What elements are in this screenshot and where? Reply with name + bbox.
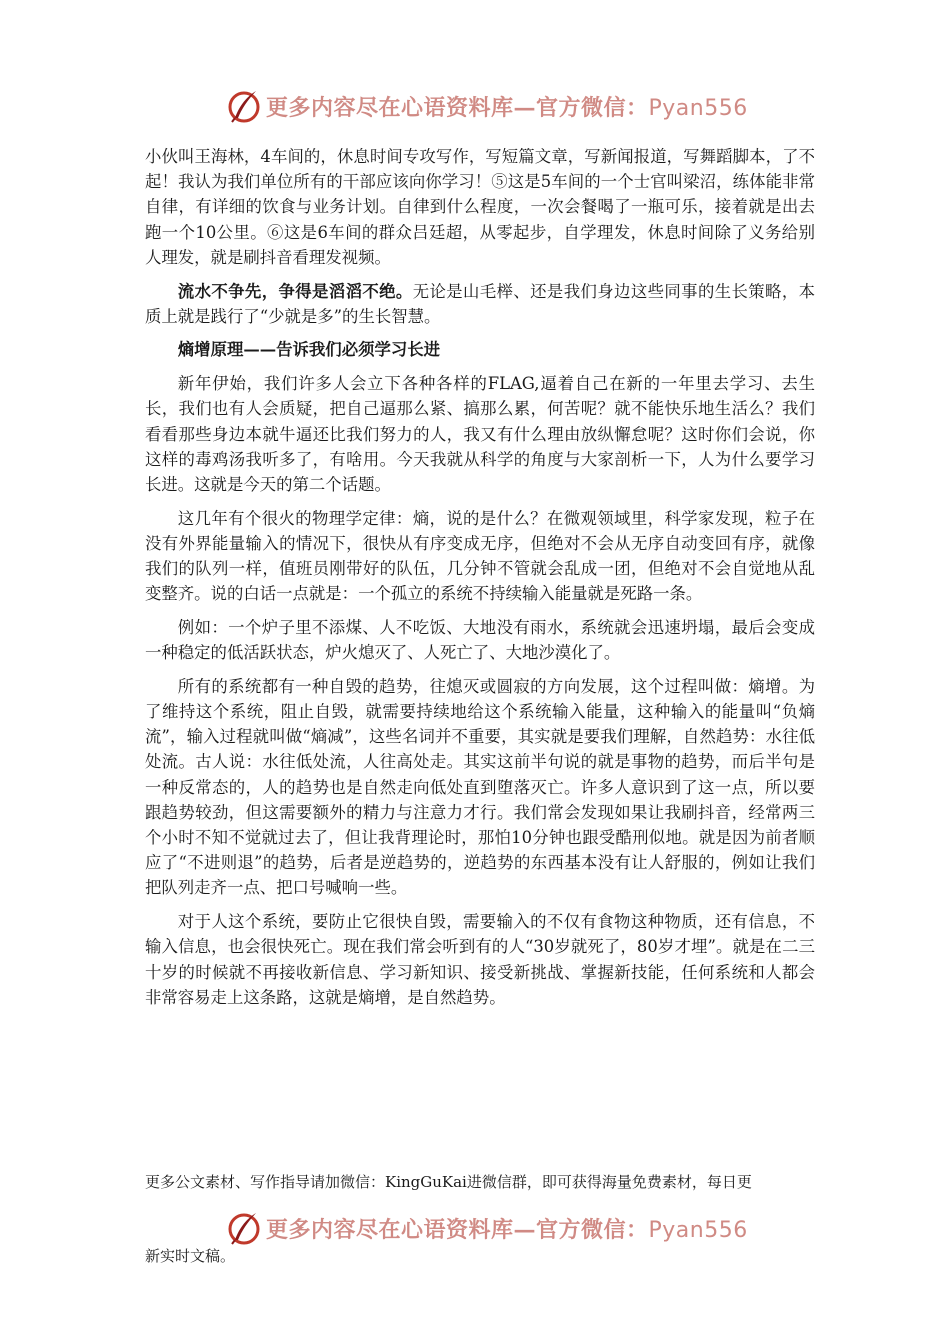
section-heading: 熵增原理——告诉我们必须学习长进 [177,340,441,360]
paragraph: 新年伊始，我们许多人会立下各种各样的FLAG,逼着自己在新的一年里去学习、去生长，我们也有人会质疑，把自己逼那么紧、搞那么累，何苦呢？就不能快乐地生活么？我们看看那些身边本就牛逼还比我们努力的人，我又有什么理由放纵懈怠呢？这时你们会说，你这样的毒鸡汤我听多了，有啥用。今天我就从科学的角度与大家剖析一下，人为什么要学习长进。这就是今天的第二个话题。 [145,374,815,494]
footer-promo-continuation: 新实时文稿。 [145,1247,236,1265]
document-body [145,144,815,1019]
paragraph-lead: 流水不争先，争得是滔滔不绝。 [177,281,413,301]
banner-text: 更多内容尽在心语资料库—官方微信：Pyan556 [266,94,748,121]
paragraph [145,279,815,329]
footer-promo-line: 更多公文素材、写作指导请加微信：KingGuKai进微信群，即可获得海量免费素材，每日更 [145,1173,752,1191]
banner-wechat-id: Pyan556 [648,1217,748,1243]
paragraph: 小伙叫王海林，4车间的，休息时间专攻写作，写短篇文章，写新闻报道，写舞蹈脚本，了不起！我认为我们单位所有的干部应该向你学习！⑤这是5车间的一个士官叫梁沼，练体能非常自律，有详细的饮食与业务计划。自律到什么程度，一次会餐喝了一瓶可乐，接着就是出去跑一个10公里。⑥这是6车间的群众吕廷超，从零起步，自学理发，休息时间除了义务给别人理发，就是刷抖音看理发视频。 [145,147,815,267]
paragraph: 对于人这个系统，要防止它很快自毁，需要输入的不仅有食物这种物质，还有信息，不输入信息，也会很快死亡。现在我们常会听到有的人“30岁就死了，80岁才埋”。就是在二三十岁的时候就不再接收新信息、学习新知识、接受新挑战、掌握新技能，任何系统和人都会非常容易走上这条路，这就是熵增，是自然趋势。 [145,912,815,1007]
paragraph: 所有的系统都有一种自毁的趋势，往熄灭或圆寂的方向发展，这个过程叫做：熵增。为了维持这个系统，阻止自毁，就需要持续地给这个系统输入能量，这种输入的能量叫“负熵流”，输入过程就叫做“熵减”，这些名词并不重要，其实就是要我们理解，自然趋势：水往低处流。古人说：水往低处流，人往高处走。其实这前半句说的就是事物的趋势，而后半句是一种反常态的，人的趋势也是自然走向低处直到堕落灭亡。许多人意识到了这一点，所以要跟趋势较劲，但这需要额外的精力与注意力才行。我们常会发现如果让我刷抖音，经常两三个小时不知不觉就过去了，但让我背理论时，那怕10分钟也跟受酷刑似地。就是因为前者顺应了“不进则退”的趋势，后者是逆趋势的，逆趋势的东西基本没有让人舒服的，例如让我们把队列走齐一点、把口号喊响一些。 [145,676,815,898]
quill-logo-icon [226,88,262,124]
footer-banner [226,1208,748,1248]
header-banner [226,86,748,126]
banner-wechat-id: Pyan556 [648,95,748,121]
quill-logo-icon [226,1210,262,1246]
paragraph-text: 无论是山毛榉、还是我们身边这些同事的生长策略，本质上就是践行了“少就是多”的生长智慧。 [145,281,816,326]
banner-text: 更多内容尽在心语资料库—官方微信：Pyan556 [266,1216,748,1243]
paragraph: 这几年有个很火的物理学定律：熵，说的是什么？在微观领域里，科学家发现，粒子在没有外界能量输入的情况下，很快从有序变成无序，但绝对不会从无序自动变回有序，就像我们的队列一样，值班员刚带好的队伍，几分钟不管就会乱成一团，但绝对不会自觉地从乱变整齐。说的白话一点就是：一个孤立的系统不持续输入能量就是死路一条。 [145,508,815,604]
paragraph: 例如：一个炉子里不添煤、人不吃饭、大地没有雨水，系统就会迅速坍塌，最后会变成一种稳定的低活跃状态，炉火熄灭了、人死亡了、大地沙漠化了。 [145,617,815,663]
